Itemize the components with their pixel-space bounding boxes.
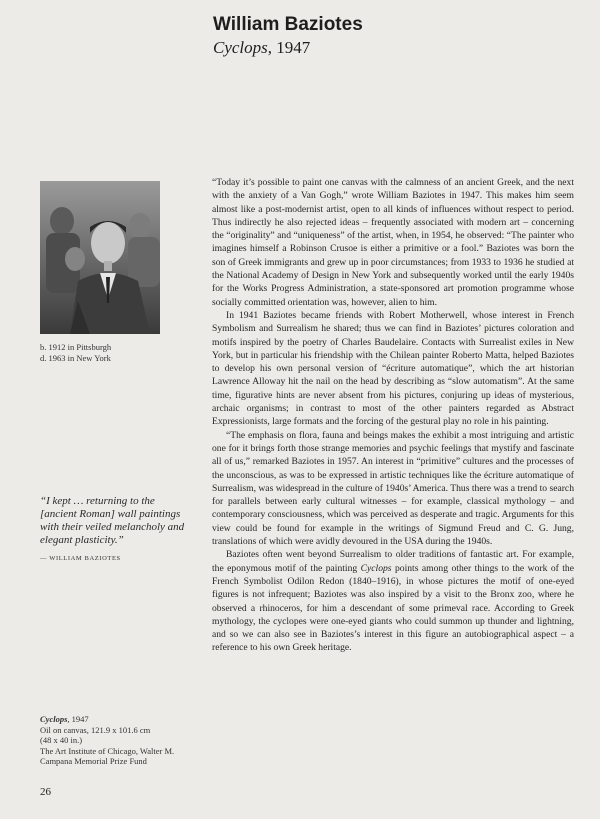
paragraph-4-part-a: Baziotes often went beyond Surrealism to older traditions of fantastic art. For example, the eponymous motif of the painting [212, 549, 574, 574]
paragraph-4 [212, 548, 574, 654]
artwork-caption [40, 714, 200, 767]
work-title [213, 37, 573, 59]
paragraph-3: “The emphasis on flora, fauna and beings makes the exhibit a most intriguing and artistic one for it brings forth those strange memories and psychic feelings that mystify and fascinate all of us,” remarked Baziotes in 1957. An interest in “primitive” cultures and the processes of the unconscious, as was to be expressed in artistic techniques like the écriture automatique of Surrealism, was widespread in the culture of 1940s’ America. Thus there was a trend to search for parallels between early cultural witnesses – for example, classical mythology – and contemporary consciousness, which was perceived as desperate and tragic. Arguments for this view could be found for example in the writings of Sigmund Freud and C. G. Jung, translations of which were avidly devoured in the USA during the 1940s. [212, 429, 574, 548]
caption-collection: The Art Institute of Chicago, Walter M. Campana Memorial Prize Fund [40, 745, 175, 766]
artist-name: William Baziotes [213, 14, 363, 35]
body-text [212, 176, 574, 655]
artist-photo [40, 181, 160, 334]
title-block [213, 14, 573, 59]
artist-bio [40, 342, 190, 364]
paragraph-4-italic: Cyclops [360, 562, 392, 574]
caption-title: Cyclops [40, 714, 68, 724]
pull-quote: “I kept … returning to the [ancient Roman] wall paintings with their veiled melancholy and elegant plasticity.” [40, 495, 185, 546]
work-year: , 1947 [267, 38, 311, 57]
caption-inches: (48 x 40 in.) [40, 735, 83, 745]
death-info: d. 1963 in New York [40, 353, 111, 363]
caption-title-line [40, 714, 200, 725]
paragraph-1: “Today it’s possible to paint one canvas with the calmness of an ancient Greek, and the next with the anxiety of a Van Gogh,” wrote William Baziotes in 1947. This makes him seem almost like a post-modernist artist, open to all kinds of influences without respect to period. Thus indirectly he also rejected ideas – frequently associated with modern art – concerning the “originality” and “uniqueness” of the artist, when, in 1954, he observed: “The painter who imagines himself a Robinson Crusoe is either a primitive or a fool.” Baziotes was born the son of Greek immigrants and grew up in poor circumstances; from 1933 to 1936 he studied at the National Academy of Design in New York and subsequently worked until the early 1940s for the Works Progress Administration, a state-sponsored art promotion programme whose socially committed orientation was, however, alien to him. [212, 177, 574, 308]
artist-photo-image [40, 181, 160, 334]
page-number: 26 [40, 786, 51, 798]
caption-year: , 1947 [67, 714, 89, 724]
work-title-italic: Cyclops [213, 38, 268, 57]
quote-attribution: — WILLIAM BAZIOTES [40, 555, 121, 562]
birth-info: b. 1912 in Pittsburgh [40, 342, 112, 352]
paragraph-2: In 1941 Baziotes became friends with Robert Motherwell, whose interest in French Symbolism and Surrealism he shared; thus we can find in Baziotes’ pictures coloration and motifs inspired by the poetry of Charles Baudelaire. Contacts with Surrealist exiles in New York, but in particular his friendship with the Chilean painter Roberto Matta, helped Baziotes to develop his own personal version of “écriture automatique”, which the art historian Lawrence Alloway hit the nail on the head by describing as “slow automatism”. At the same time, figurative hints are never absent from his pictures, conjuring up ideas of mysterious, archaic organisms; in contrast to most of the other painters regarded as Abstract Expressionists, large formats and the forcing of the gestural play no role in his painting. [212, 309, 574, 428]
caption-medium: Oil on canvas, 121.9 x 101.6 cm [40, 724, 151, 735]
paragraph-4-part-b: points among other things to the work of the French Symbolist Odilon Redon (1840–1916), in whose pictures the motif of one-eyed figures is not infrequent; Baziotes was also inspired by a visit to the Bronx zoo, where he observed a rhinoceros, for him a descendant of some primeval race. According to Greek mythology, the cyclopes were one-eyed giants who could summon up thunder and lightning, and so we can also see in Baziotes’s interest in this figure an autobiographical aspect – a reference to his own Greek heritage. [212, 562, 574, 654]
